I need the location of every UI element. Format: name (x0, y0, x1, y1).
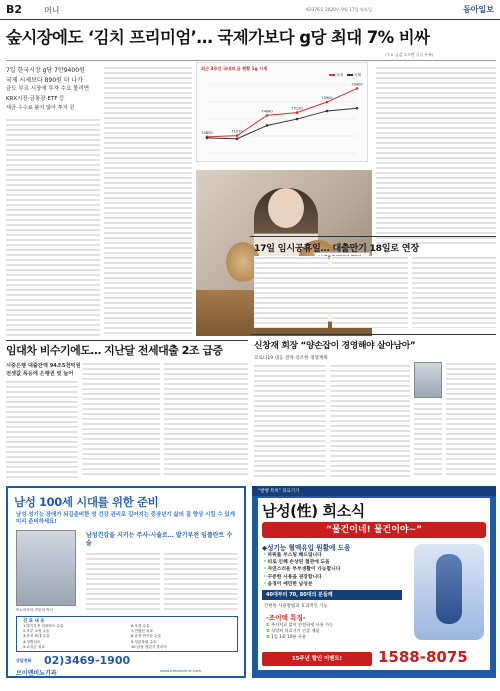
data-label: 79400 (351, 82, 363, 87)
page-header (0, 0, 500, 20)
story2-body-col3 (412, 256, 496, 328)
service-item: 8.음경 만곡증 수술 (131, 634, 162, 639)
issue-date: 제3376호 2020년 9월 17일 월요일 (305, 7, 372, 12)
data-point (296, 111, 299, 114)
sale-text: 15주년 할인 이벤트! (291, 656, 343, 662)
ad2-band (252, 486, 496, 496)
lead-body-col3 (376, 66, 496, 246)
page-number: B2 (6, 3, 23, 16)
data-point (266, 124, 269, 127)
ad1-headline: 남성 100세 시대를 위한 준비 (14, 495, 159, 509)
data-point (296, 118, 299, 121)
chart-title: 최근 3주간 국내외 금 현황 1g 시세 (201, 66, 268, 71)
services-title: 진 료 내 용 (23, 619, 45, 624)
feature-item: ③ 1일 1회 10분 사용 (266, 634, 306, 639)
service-item: 6.포경 수술 (131, 624, 150, 628)
device-advertisement (252, 486, 496, 678)
divider (6, 340, 248, 341)
story4-body-col3 (446, 362, 496, 478)
data-point (326, 110, 329, 113)
legend-swatch-domestic (329, 74, 335, 76)
services-col1 (23, 624, 63, 650)
story4-body-col4 (414, 402, 442, 478)
deck-line: 금도 부르 시장에 투자 수요 몰리면 (6, 86, 90, 92)
ad1-body-col1 (86, 552, 160, 612)
service-item: 1.발기부전 임플란트 수술 (23, 624, 64, 628)
device-product-image (414, 544, 484, 640)
ad2-band-text: “발행 특허” 의료기기 (258, 489, 300, 494)
phone-label: 상담전화 (16, 658, 32, 663)
story3-headline: 임대차 비수기에도… 지난달 전세대출 2조 급증 (6, 344, 223, 357)
bullet-item: · 음경이 예민한 남성분 (264, 581, 313, 587)
story3-sub1: 시중은행 대출잔액 94조5천억원 (6, 363, 81, 369)
services-box (16, 616, 238, 652)
data-label: 75900 (321, 96, 333, 100)
service-item: 3.음경 확대 수술 (23, 634, 50, 639)
story4-body-col1 (254, 364, 326, 478)
ad2-bullets (264, 552, 340, 588)
divider (250, 236, 496, 237)
data-point (266, 114, 269, 117)
service-item: 2.조루 교정 수술 (23, 629, 50, 634)
divider (250, 334, 496, 335)
ad2-headline: 남성(性) 희소식 (262, 502, 365, 520)
clinic-phone[interactable]: 02)3469-1900 (44, 654, 131, 667)
feature-item: ① 주사치료 없이 안전하게 사용 가능 (266, 622, 334, 627)
bullet-item: · 꾸준한 사용을 권장합니다 (264, 574, 322, 580)
data-point (236, 138, 239, 141)
series-line-0 (207, 88, 357, 136)
device-shape (436, 554, 462, 624)
ad2-slogan-bar (262, 522, 486, 538)
data-label: 74640 (261, 109, 273, 114)
story2-body-col1 (254, 256, 328, 328)
ad2-inner (258, 498, 490, 670)
story3-sub2: 전셋값 폭등에 은행권 빚 늘어 (6, 371, 74, 377)
data-label: 71070 (231, 129, 243, 134)
story4-sub: 코로나19 대응 전략 강조한 경영계획 (254, 356, 328, 361)
lead-body-col2 (104, 66, 192, 336)
service-item: 10.남성 갱년기 클리닉 (131, 644, 167, 649)
story4-headline: 신창재 회장 “양손잡이 경영해야 살아남아” (254, 341, 416, 351)
section-name: 머니 (44, 6, 60, 15)
executive-portrait (414, 362, 442, 398)
story3-body-col1 (6, 380, 78, 478)
feature-list (266, 612, 396, 650)
service-item: 9.정관복원 수술 (131, 639, 157, 644)
clinic-advertisement (6, 486, 246, 678)
legend-swatch-international (347, 74, 353, 76)
data-label: 70850 (201, 130, 213, 135)
sale-badge (262, 652, 372, 666)
lead-headline: 숲시장에도 ‘김치 프리미엄’… 국제가보다 g당 최대 7% 비싸 (6, 28, 430, 47)
story4-body-col2 (330, 364, 410, 478)
order-phone[interactable]: 1588-8075 (378, 648, 468, 666)
series-line-1 (207, 108, 357, 139)
service-item: 5.요실금 치료 (23, 644, 45, 649)
service-item: 7.전립선 치료 (131, 629, 153, 634)
ad1-side-title: 남성건강을 지키는 주사·시술로… 발기부전 임플란트 수술 (86, 532, 233, 547)
story2-body-col2 (332, 256, 408, 328)
data-point (206, 137, 209, 140)
bullet-item: · 자연스러운 부부생활이 가능합니다 (264, 567, 341, 573)
bullet-item: · 피로 인해 손상된 혈관에 도움 (264, 560, 330, 566)
ad1-subline: 남성 성기능 장애가 되길준비한 성 건강 관리로 길어지는 중장년기 삶의 질 향상 시킬 수 있게 미리 준비하세요! (16, 512, 235, 525)
promo-text: 간편한 사용방법과 효과적인 기능 (264, 604, 328, 609)
legend-label-domestic: 국내 (335, 73, 343, 77)
story2-headline: 17일 임시공휴일… 대출만기 18일로 연장 (254, 243, 419, 254)
ad1-body-col2 (164, 552, 238, 612)
person-face (268, 188, 304, 228)
deck-line: 국제 시세보다 890원 더 나가 (6, 76, 84, 84)
data-point (356, 87, 359, 90)
deck-line: 세금·수수료 붙지 않아 투자 원 (6, 105, 75, 111)
chart-plot (197, 77, 367, 161)
ad2-section-title: ◆성기능 혈액유입 원활에 도움 (262, 544, 351, 552)
promo-badge (262, 590, 402, 600)
divider (6, 60, 496, 61)
ad2-slogan: “물건이네! 물건이야~” (325, 525, 423, 535)
data-point (236, 134, 239, 137)
story3-body-col2 (82, 362, 160, 478)
brand-name: -조이텍 특징- (266, 614, 306, 622)
newspaper-brand: 동아일보 (463, 5, 494, 14)
legend-label-international: 국제 (354, 73, 361, 77)
data-point (356, 107, 359, 110)
clinic-name: 브이맨비뇨기과 (16, 670, 57, 677)
lead-subhead: (주요 금값 오르면 공급 부족) (385, 52, 434, 57)
lead-body-col1 (6, 118, 100, 336)
deck-line: 7일 한국시장 g당 7만9400원 (6, 67, 85, 74)
story3-body-col3 (164, 362, 248, 478)
feature-item: ② 식약처 의료기기 인증 제품 (266, 628, 320, 633)
deck-line: KRX시장-금통장·ETF 등 (6, 95, 65, 102)
bullet-item: · 파워를 부스팅 해드립니다 (264, 553, 322, 558)
data-label: 75130 (291, 106, 303, 111)
services-col2 (131, 624, 167, 650)
service-item: 4.성병치료 (23, 639, 41, 644)
clinic-url[interactable]: www.bimanclinic.com (160, 668, 202, 673)
gold-price-chart (196, 62, 368, 162)
data-point (326, 101, 329, 104)
doctor-photo (16, 530, 76, 606)
doctor-caption: 비뇨의학과 전문의 박사 (16, 608, 53, 612)
promo-badge-text: 40대부터 70, 80대의 분들께 (266, 592, 333, 598)
lead-deck (6, 66, 102, 114)
